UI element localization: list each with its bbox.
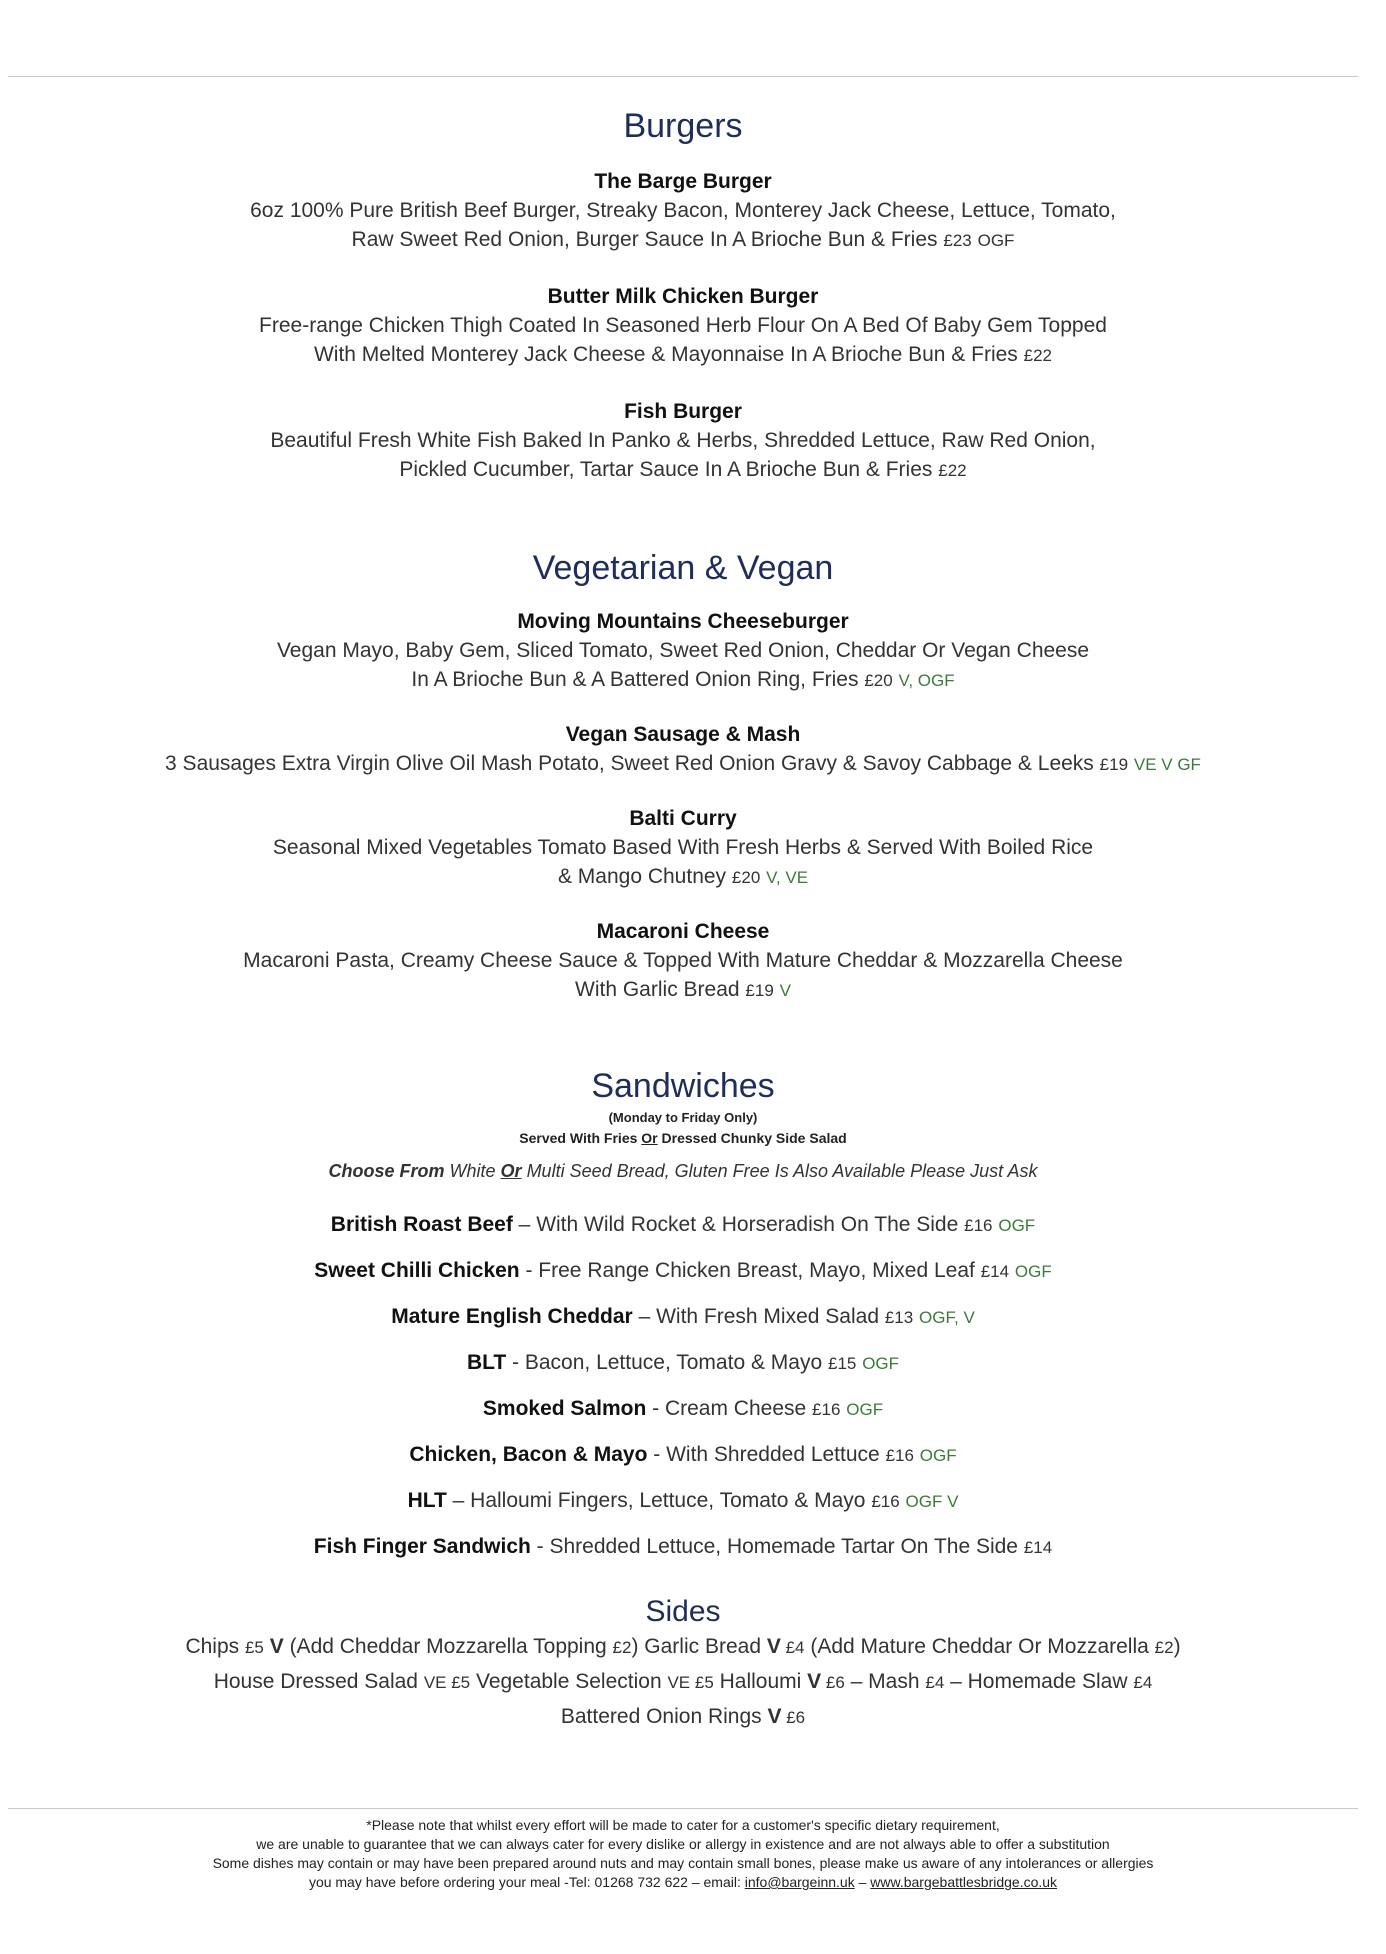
footer-line: Some dishes may contain or may have been prepared around nuts and may contain small bones, please make us aware of any intolerances or allergies <box>212 1855 1154 1871</box>
served-with-note: Served With Fries Or Dressed Chunky Side Salad <box>519 1130 847 1146</box>
list-item: Sweet Chilli Chicken - Free Range Chicken Breast, Mayo, Mixed Leaf £14 OGF <box>314 1259 1052 1282</box>
item-desc: With Melted Monterey Jack Cheese & Mayonnaise In A Brioche Bun & Fries £22 <box>313 343 1053 366</box>
list-item: Fish Finger Sandwich - Shredded Lettuce, Homemade Tartar On The Side £14 <box>313 1535 1053 1558</box>
item-desc: With Garlic Bread £19 V <box>575 978 791 1001</box>
bread-choice-note: Choose From White Or Multi Seed Bread, Gluten Free Is Also Available Please Just Ask <box>328 1161 1038 1181</box>
item-tags: VE V GF <box>1133 755 1201 774</box>
item-name: Moving Mountains Cheeseburger <box>517 610 849 633</box>
item-tags: OGF <box>977 231 1015 250</box>
menu-item <box>0 721 1366 779</box>
item-desc: Seasonal Mixed Vegetables Tomato Based With Fresh Herbs & Served With Boiled Rice <box>272 836 1094 859</box>
website-link[interactable]: www.bargebattlesbridge.co.uk <box>870 1874 1058 1890</box>
section-sides <box>0 1594 1366 1735</box>
email-link[interactable]: info@bargeinn.uk <box>744 1874 855 1890</box>
list-item: HLT – Halloumi Fingers, Lettuce, Tomato & Mayo £16 OGF V <box>407 1489 959 1512</box>
item-price: £22 <box>938 461 967 480</box>
footer-line: *Please note that whilst every effort will be made to cater for a customer's specific dietary requirement, <box>366 1817 1000 1833</box>
item-desc: 6oz 100% Pure British Beef Burger, Streaky Bacon, Monterey Jack Cheese, Lettuce, Tomato, <box>250 199 1116 222</box>
section-title-vegetarian-vegan: Vegetarian & Vegan <box>532 549 834 587</box>
allergy-footer <box>0 1816 1366 1892</box>
item-tags: V <box>779 981 791 1000</box>
item-name: Vegan Sausage & Mash <box>565 723 801 746</box>
menu-item <box>0 918 1366 1005</box>
item-name: The Barge Burger <box>594 170 772 193</box>
item-price: £22 <box>1023 346 1053 365</box>
section-vegetarian-vegan <box>0 548 1366 1005</box>
item-desc: Raw Sweet Red Onion, Burger Sauce In A Brioche Bun & Fries £23 OGF <box>351 228 1015 251</box>
section-title-burgers: Burgers <box>623 107 743 145</box>
list-item: Mature English Cheddar – With Fresh Mixed Salad £13 OGF, V <box>391 1305 975 1328</box>
section-burgers <box>0 106 1366 485</box>
item-price: £19 <box>745 981 774 1000</box>
footer-line: you may have before ordering your meal -Tel: 01268 732 622 – email: info@bargeinn.uk – www.bargebattlesbridge.co.uk <box>308 1874 1058 1890</box>
menu-item <box>0 398 1366 485</box>
sandwich-list <box>0 1202 1366 1570</box>
availability-note: (Monday to Friday Only) <box>608 1110 758 1125</box>
item-desc: Free-range Chicken Thigh Coated In Seasoned Herb Flour On A Bed Of Baby Gem Topped <box>259 314 1107 337</box>
menu-item <box>0 283 1366 370</box>
item-desc: Vegan Mayo, Baby Gem, Sliced Tomato, Sweet Red Onion, Cheddar Or Vegan Cheese <box>276 639 1090 662</box>
item-desc: In A Brioche Bun & A Battered Onion Ring, Fries £20 V, OGF <box>411 668 955 691</box>
item-tags: V, VE <box>766 868 809 887</box>
item-desc: 3 Sausages Extra Virgin Olive Oil Mash Potato, Sweet Red Onion Gravy & Savoy Cabbage & Leeks £19 VE V GF <box>165 752 1201 775</box>
item-desc: Pickled Cucumber, Tartar Sauce In A Brioche Bun & Fries £22 <box>399 458 967 481</box>
item-desc: Macaroni Pasta, Creamy Cheese Sauce & Topped With Mature Cheddar & Mozzarella Cheese <box>243 949 1123 972</box>
list-item: Smoked Salmon - Cream Cheese £16 OGF <box>482 1397 884 1420</box>
item-name: Balti Curry <box>629 807 737 830</box>
list-item: British Roast Beef – With Wild Rocket & Horseradish On The Side £16 OGF <box>330 1213 1036 1236</box>
menu-item <box>0 608 1366 695</box>
item-name: Macaroni Cheese <box>596 920 770 943</box>
item-desc: & Mango Chutney £20 V, VE <box>557 865 809 888</box>
menu-item <box>0 168 1366 255</box>
section-title-sandwiches: Sandwiches <box>591 1067 775 1105</box>
item-price: £20 <box>731 868 761 887</box>
item-price: £19 <box>1099 755 1129 774</box>
section-sandwiches <box>0 1066 1366 1570</box>
section-title-sides: Sides <box>645 1595 721 1628</box>
item-name: Fish Burger <box>624 400 742 423</box>
item-name: Butter Milk Chicken Burger <box>547 285 819 308</box>
sides-line: Battered Onion Rings V £6 <box>560 1705 806 1728</box>
list-item: Chicken, Bacon & Mayo - With Shredded Lettuce £16 OGF <box>409 1443 957 1466</box>
item-price: £23 <box>943 231 972 250</box>
sides-line: Chips £5 V (Add Cheddar Mozzarella Topping £2) Garlic Bread V £4 (Add Mature Cheddar Or Mozzarella £2) <box>185 1635 1181 1658</box>
item-desc: Beautiful Fresh White Fish Baked In Panko & Herbs, Shredded Lettuce, Raw Red Onion, <box>270 429 1096 452</box>
sides-line: House Dressed Salad VE £5 Vegetable Selection VE £5 Halloumi V £6 – Mash £4 – Homemade Slaw £4 <box>213 1670 1153 1693</box>
item-price: £20 <box>864 671 893 690</box>
list-item: BLT - Bacon, Lettuce, Tomato & Mayo £15 OGF <box>466 1351 900 1374</box>
top-divider <box>8 76 1358 77</box>
footer-line: we are unable to guarantee that we can always cater for every dislike or allergy in existence and are not always able to offer a substitution <box>256 1836 1110 1852</box>
menu-item <box>0 805 1366 892</box>
bottom-divider <box>8 1808 1358 1809</box>
item-tags: V, OGF <box>898 671 955 690</box>
